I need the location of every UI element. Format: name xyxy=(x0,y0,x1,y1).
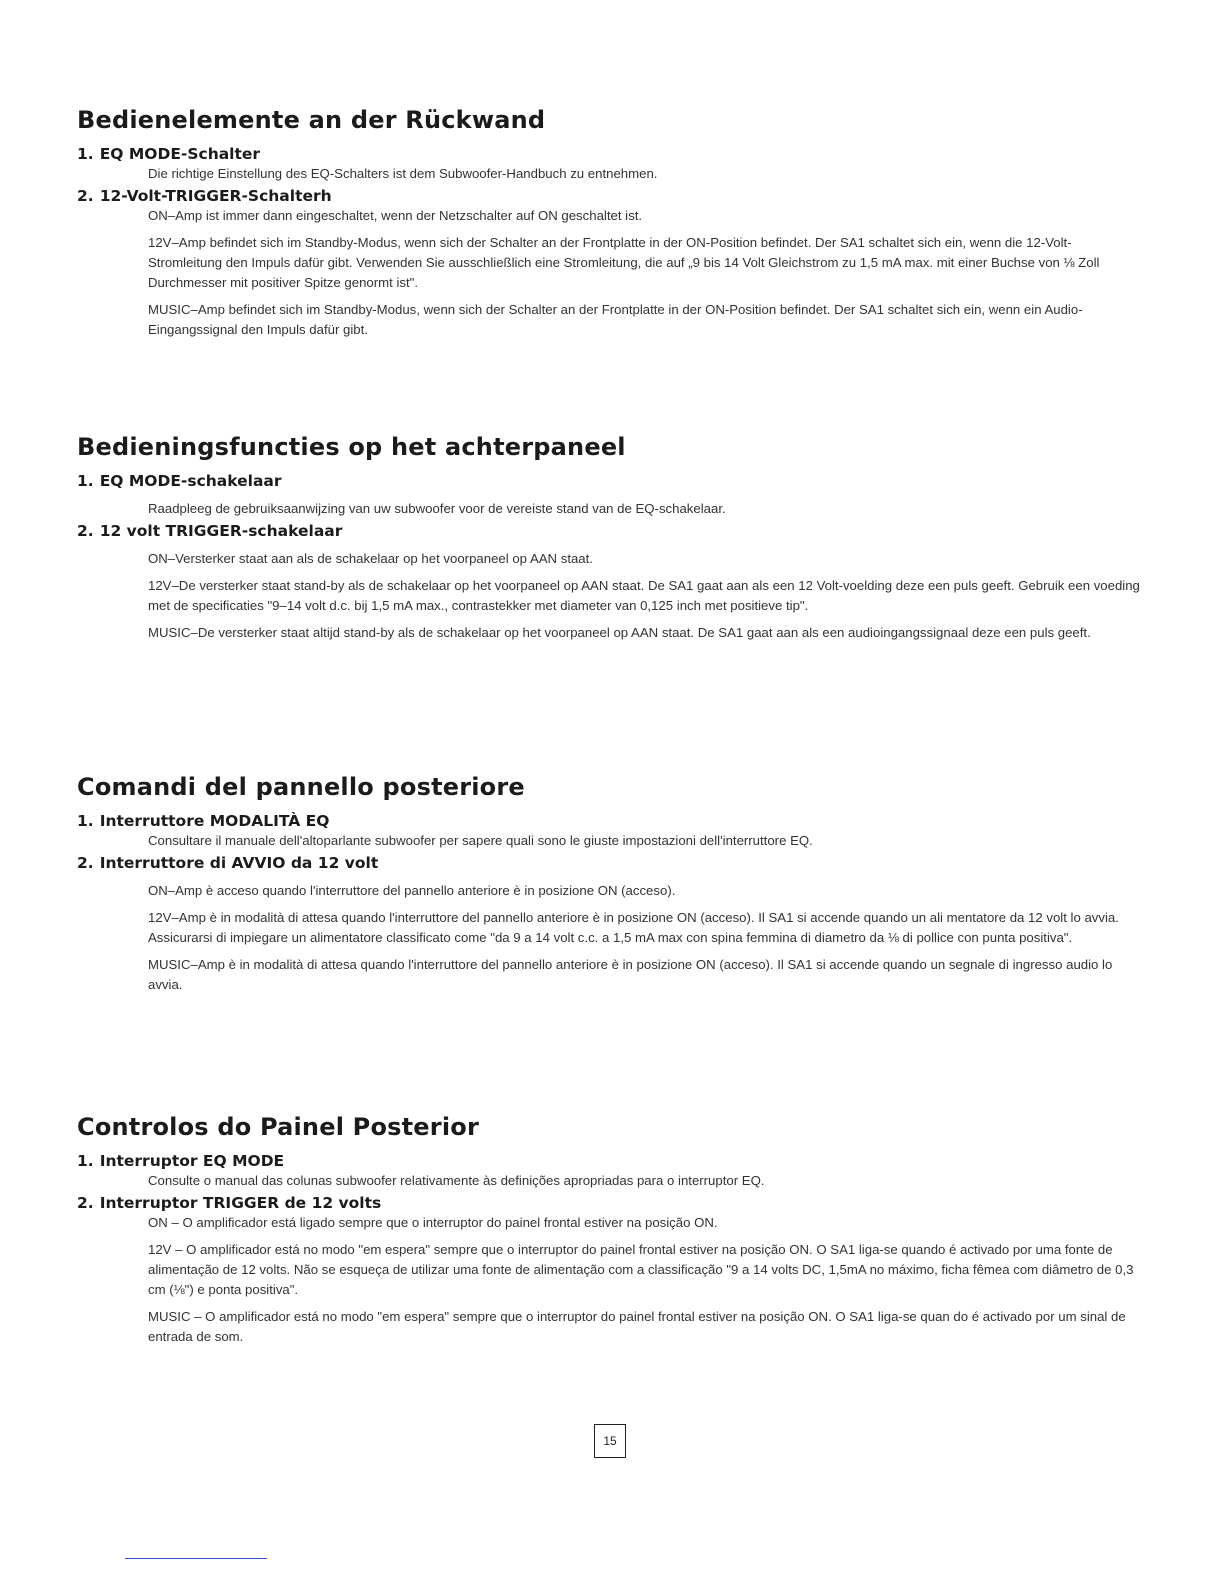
item-trigger xyxy=(77,521,1144,643)
item-heading-text: 12 volt TRIGGER-schakelaar xyxy=(99,522,343,540)
item-heading-text: EQ MODE-Schalter xyxy=(99,145,261,163)
paragraph: MUSIC–De versterker staat altijd stand-by als de schakelaar op het voorpaneel op AAN staat. De SA1 gaat aan als een audioingangssignaal deze een puls geeft. xyxy=(148,625,1091,640)
section-title: Controlos do Painel Posterior xyxy=(77,1113,479,1141)
footer-divider xyxy=(125,1558,267,1559)
section-title: Bedienelemente an der Rückwand xyxy=(77,106,546,134)
paragraph: MUSIC–Amp befindet sich im Standby-Modus, wenn sich der Schalter an der Frontplatte in der ON-Position befindet. Der SA1 schaltet sich ein, wenn ein Audio-Eingangssignal den Impuls dafür gibt. xyxy=(148,302,1083,337)
paragraph: ON–Versterker staat aan als de schakelaar op het voorpaneel op AAN staat. xyxy=(148,551,593,566)
section-title: Comandi del pannello posteriore xyxy=(77,773,525,801)
paragraph: Consultare il manuale dell'altoparlante subwoofer per sapere quali sono le giuste impostazioni dell'interruttore EQ. xyxy=(148,833,813,848)
paragraph: Raadpleeg de gebruiksaanwijzing van uw subwoofer voor de vereiste stand van de EQ-schakelaar. xyxy=(148,501,726,516)
item-trigger xyxy=(77,1193,1144,1347)
section-german xyxy=(77,106,1144,347)
item-heading-text: 12-Volt-TRIGGER-Schalterh xyxy=(99,187,332,205)
paragraph: 12V–De versterker staat stand-by als de schakelaar op het voorpaneel op AAN staat. De SA1 gaat aan als een 12 Volt-voelding deze een puls geeft. Gebruik een voeding met de specificaties "9–14 volt d.c. bij 1,5 mA max., contrastekker met diameter van 0,125 inch met positieve tip". xyxy=(148,578,1140,613)
item-eq-mode xyxy=(77,1151,1144,1191)
section-portuguese xyxy=(77,1113,1144,1354)
item-number: 2. xyxy=(77,854,94,872)
item-heading xyxy=(77,521,1144,541)
paragraph: MUSIC–Amp è in modalità di attesa quando l'interruttore del pannello anteriore è in posizione ON (acceso). Il SA1 si accende quando un segnale di ingresso audio lo avvia. xyxy=(148,957,1113,992)
page-number: 15 xyxy=(594,1424,626,1458)
item-heading xyxy=(77,1193,1144,1213)
item-number: 1. xyxy=(77,472,94,490)
item-trigger xyxy=(77,186,1144,340)
paragraph: 12V – O amplificador está no modo "em espera" sempre que o interruptor do painel frontal estiver na posição ON. O SA1 liga-se quando é activado por uma fonte de alimentação de 12 volts. Não se esqueça de utilizar uma fonte de alimentação com a classificação "9 a 14 volts DC, 1,5mA no máximo, ficha fêmea com diâmetro de 0,3 cm (⅛") e ponta positiva". xyxy=(148,1242,1134,1297)
item-number: 2. xyxy=(77,522,94,540)
item-eq-mode xyxy=(77,144,1144,184)
paragraph: ON – O amplificador está ligado sempre que o interruptor do painel frontal estiver na posição ON. xyxy=(148,1215,718,1230)
item-heading xyxy=(77,853,1144,873)
item-heading-text: Interruptor EQ MODE xyxy=(99,1152,285,1170)
item-number: 1. xyxy=(77,1152,94,1170)
item-eq-mode xyxy=(77,811,1144,851)
item-trigger xyxy=(77,853,1144,995)
item-heading xyxy=(77,811,1144,831)
item-heading xyxy=(77,471,1144,491)
section-dutch xyxy=(77,433,1144,650)
item-number: 1. xyxy=(77,145,94,163)
item-number: 1. xyxy=(77,812,94,830)
section-italian xyxy=(77,773,1144,1002)
item-heading xyxy=(77,144,1144,164)
section-title: Bedieningsfuncties op het achterpaneel xyxy=(77,433,626,461)
item-heading-text: Interruptor TRIGGER de 12 volts xyxy=(99,1194,382,1212)
item-heading-text: Interruttore MODALITÀ EQ xyxy=(99,812,330,830)
item-number: 2. xyxy=(77,187,94,205)
paragraph: 12V–Amp è in modalità di attesa quando l'interruttore del pannello anteriore è in posizione ON (acceso). Il SA1 si accende quando un ali mentatore da 12 volt lo avvia. Assicurarsi di impiegare un alimentatore classificato come "da 9 a 14 volt c.c. a 1,5 mA max con spina femmina di diametro da ⅛ di pollice con punta positiva". xyxy=(148,910,1119,945)
item-heading xyxy=(77,186,1144,206)
paragraph: ON–Amp ist immer dann eingeschaltet, wenn der Netzschalter auf ON geschaltet ist. xyxy=(148,208,643,223)
paragraph: ON–Amp è acceso quando l'interruttore del pannello anteriore è in posizione ON (acceso). xyxy=(148,883,676,898)
paragraph: 12V–Amp befindet sich im Standby-Modus, wenn sich der Schalter an der Frontplatte in der ON-Position befindet. Der SA1 schaltet sich ein, wenn die 12-Volt-Stromleitung den Impuls dafür gibt. Verwenden Sie ausschließlich eine Stromleitung, die auf „9 bis 14 Volt Gleichstrom zu 1,5 mA max. mit einer Buchse von ⅛ Zoll Durchmesser mit positiver Spitze genormt ist". xyxy=(148,235,1100,290)
item-number: 2. xyxy=(77,1194,94,1212)
item-heading-text: Interruttore di AVVIO da 12 volt xyxy=(99,854,379,872)
paragraph: Consulte o manual das colunas subwoofer relativamente às definições apropriadas para o interruptor EQ. xyxy=(148,1173,765,1188)
item-heading-text: EQ MODE-schakelaar xyxy=(99,472,282,490)
paragraph: MUSIC – O amplificador está no modo "em espera" sempre que o interruptor do painel frontal estiver na posição ON. O SA1 liga-se quan do é activado por um sinal de entrada de som. xyxy=(148,1309,1126,1344)
item-heading xyxy=(77,1151,1144,1171)
item-eq-mode xyxy=(77,471,1144,519)
paragraph: Die richtige Einstellung des EQ-Schalters ist dem Subwoofer-Handbuch zu entnehmen. xyxy=(148,166,658,181)
